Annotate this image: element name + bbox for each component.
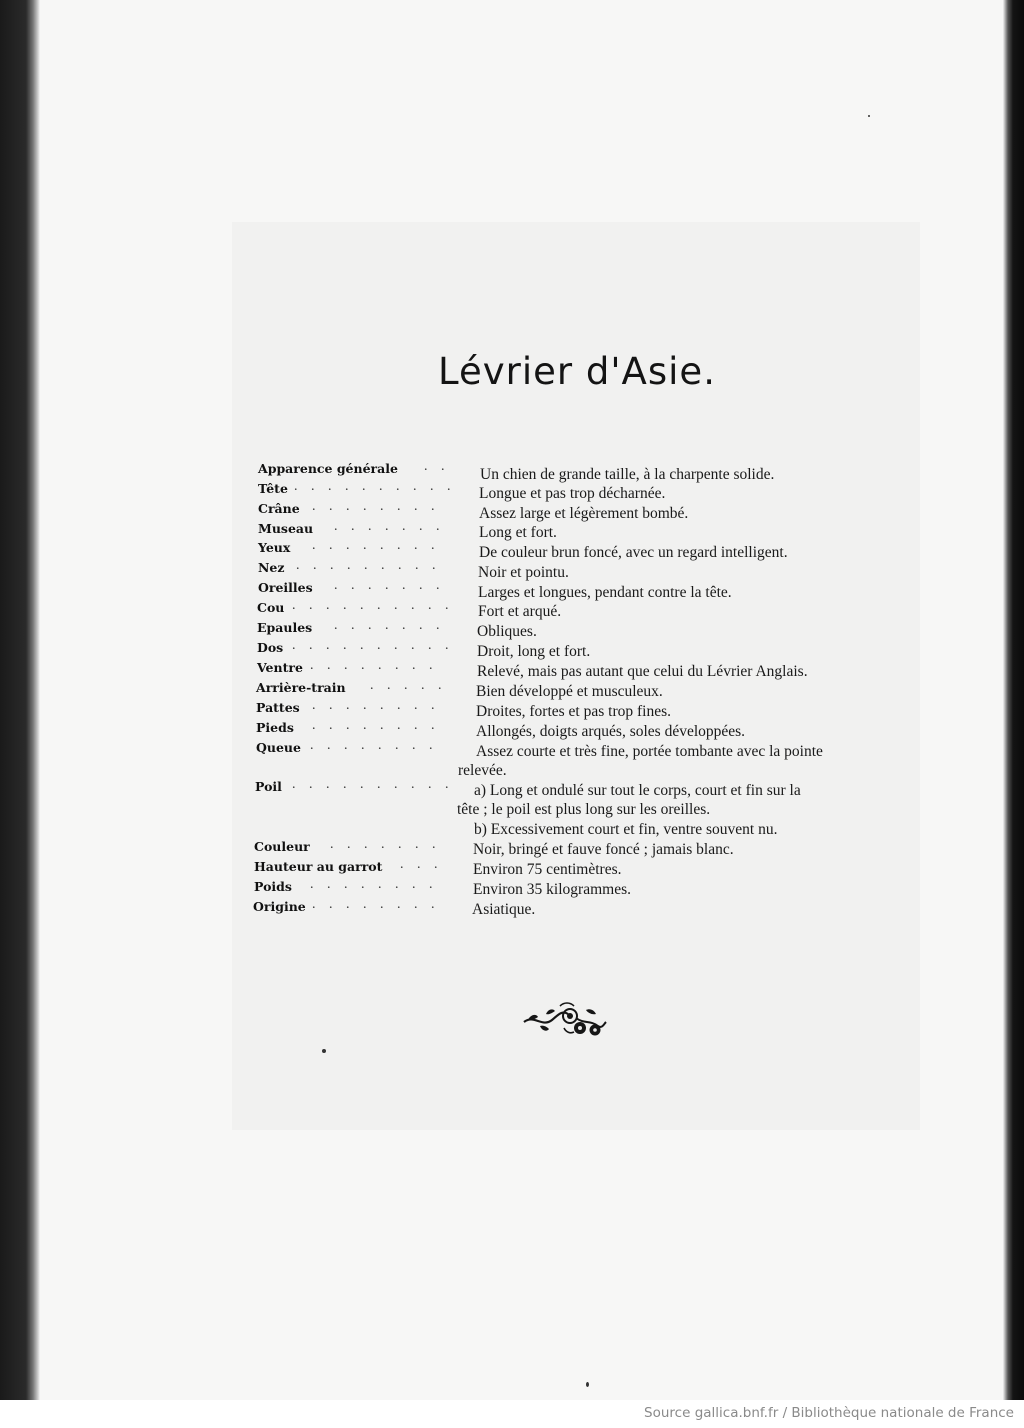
leader-dots: . . . . . . . . xyxy=(312,538,440,553)
entry-label: Arrière-train xyxy=(256,680,346,695)
scan-speck xyxy=(586,1382,589,1387)
entry-value: Relevé, mais pas autant que celui du Lévrier Anglais. xyxy=(477,663,808,680)
scan-speck xyxy=(868,115,870,117)
entry-value: Bien développé et musculeux. xyxy=(476,683,663,700)
entry-label: Crâne xyxy=(258,501,300,516)
entry-label: Museau xyxy=(258,521,314,536)
scan-speck xyxy=(322,1049,326,1053)
leader-dots: . . . . . . . . . . xyxy=(292,598,454,613)
entry-value-continuation: relevée. xyxy=(458,762,507,779)
entry-value: Long et fort. xyxy=(479,524,557,541)
leader-dots: . . xyxy=(424,459,450,474)
entry-label: Tête xyxy=(258,481,288,496)
leader-dots: . . . . . . . . . . xyxy=(292,777,454,792)
entry-value: Noir, bringé et fauve foncé ; jamais blanc. xyxy=(473,841,734,858)
entry-label: Pieds xyxy=(256,720,294,735)
entry-value: Asiatique. xyxy=(472,901,536,918)
entry-label: Yeux xyxy=(258,540,291,555)
entry-value: Environ 75 centimètres. xyxy=(473,861,622,878)
scan-right-edge xyxy=(1003,0,1024,1400)
entry-label: Poids xyxy=(254,879,292,894)
footer-bar xyxy=(0,1400,1024,1428)
entry-value: Droites, fortes et pas trop fines. xyxy=(476,703,671,720)
entry-value: Un chien de grande taille, à la charpente solide. xyxy=(480,466,775,483)
leader-dots: . . . . . . . . xyxy=(312,499,440,514)
leader-dots: . . . . . xyxy=(370,678,447,693)
entry-value-continuation: tête ; le poil est plus long sur les oreilles. xyxy=(457,801,711,818)
leader-dots: . . . . . . . . xyxy=(312,897,440,912)
entry-value: Longue et pas trop décharnée. xyxy=(479,485,666,502)
leader-dots: . . . . . . . xyxy=(330,837,441,852)
entry-label: Ventre xyxy=(257,660,303,675)
leader-dots: . . . . . . . xyxy=(334,519,445,534)
leader-dots: . . . xyxy=(400,857,443,872)
leader-dots: . . . . . . . . . . xyxy=(294,479,456,494)
entry-label: Nez xyxy=(258,560,285,575)
entry-label: Apparence générale xyxy=(258,461,398,476)
entry-label: Origine xyxy=(253,899,306,914)
entry-value: De couleur brun foncé, avec un regard intelligent. xyxy=(479,544,788,561)
leader-dots: . . . . . . . xyxy=(334,578,445,593)
entry-value: Allongés, doigts arqués, soles développées. xyxy=(476,723,746,740)
entry-label: Poil xyxy=(255,779,282,794)
entry-label: Dos xyxy=(257,640,284,655)
leader-dots: . . . . . . . . xyxy=(310,877,438,892)
page-title: Lévrier d'Asie. xyxy=(438,350,716,393)
entry-value: Fort et arqué. xyxy=(478,603,562,620)
leader-dots: . . . . . . . xyxy=(334,618,445,633)
entry-value: Obliques. xyxy=(477,623,537,640)
entry-label: Pattes xyxy=(256,700,300,715)
entry-label: Hauteur au garrot xyxy=(254,859,383,874)
leader-dots: . . . . . . . . xyxy=(312,698,440,713)
source-credit: Source gallica.bnf.fr / Bibliothèque nationale de France xyxy=(644,1405,1014,1421)
entry-value-extra: b) Excessivement court et fin, ventre souvent nu. xyxy=(474,821,778,838)
entry-value: Environ 35 kilogrammes. xyxy=(473,881,631,898)
leader-dots: . . . . . . . . . . xyxy=(292,638,454,653)
entry-label: Cou xyxy=(257,600,285,615)
scan-left-edge xyxy=(0,0,40,1400)
leader-dots: . . . . . . . . . xyxy=(296,558,441,573)
floral-ornament-icon xyxy=(520,998,610,1042)
entry-value: Droit, long et fort. xyxy=(477,643,591,660)
entry-value: Larges et longues, pendant contre la tête. xyxy=(478,584,732,601)
leader-dots: . . . . . . . . xyxy=(312,718,440,733)
entry-label: Queue xyxy=(256,740,301,755)
entry-value: a) Long et ondulé sur tout le corps, court et fin sur la xyxy=(474,782,801,799)
entry-value: Assez large et légèrement bombé. xyxy=(479,505,689,522)
leader-dots: . . . . . . . . xyxy=(310,738,438,753)
entry-label: Epaules xyxy=(257,620,313,635)
leader-dots: . . . . . . . . xyxy=(310,658,438,673)
entry-label: Couleur xyxy=(254,839,310,854)
entry-label: Oreilles xyxy=(258,580,313,595)
entry-value: Assez courte et très fine, portée tombante avec la pointe xyxy=(476,743,823,760)
entry-value: Noir et pointu. xyxy=(478,564,569,581)
